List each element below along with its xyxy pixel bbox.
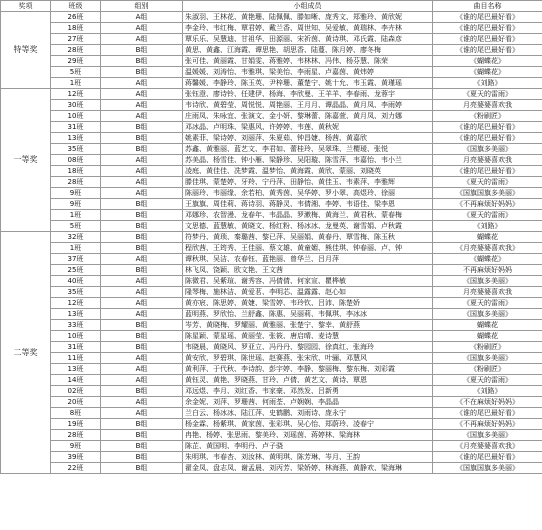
class-cell: 10班 — [51, 111, 101, 122]
members-cell: 文思德、蓝慧敏、黄晓文、杨红粉、杨冰冰、龙曼英、谢雪娟、卢秋霞 — [183, 221, 433, 232]
class-cell: 20班 — [51, 397, 101, 408]
members-cell: 程欣茜、王筠秀、王佳丽、蔡文雄、黄童媚、熊佳琪、钟春丽、卢、钟 — [183, 243, 433, 254]
song-cell: 《谁的尾巴最好看》 — [433, 45, 542, 56]
class-cell: 31班 — [51, 342, 101, 353]
song-cell: 《蝴蝶花》 — [433, 56, 542, 67]
group-cell: B组 — [101, 210, 183, 221]
class-cell: 35班 — [51, 287, 101, 298]
award-cell: 一等奖 — [1, 89, 51, 232]
members-cell: 邓冰晶、卢明珠、梁惠风、许婷婷、韦莲、黄秋妮 — [183, 122, 433, 133]
class-cell: 39班 — [51, 452, 101, 463]
song-cell: 《谁的尾巴最好看》 — [433, 452, 542, 463]
members-cell: 翟金凤、盘志凤、谢孟晨、刘丙芳、梁娇婷、林海燕、黄静欢、梁海琳 — [183, 463, 433, 474]
members-cell: 陈星颖、蒙星瑶、黄丽莹、张筱、唐启晴、麦诗慧 — [183, 331, 433, 342]
song-cell: 蝴蝶花 — [433, 320, 542, 331]
class-cell: 9班 — [51, 188, 101, 199]
table-row — [1, 276, 542, 287]
group-cell: B组 — [101, 221, 183, 232]
class-cell: 1班 — [51, 210, 101, 221]
members-cell: 岑芳、黄晓梅、罗耀丽、黄雅丽、张楚宁、黎幸、黄舒燕 — [183, 320, 433, 331]
song-cell: 蝴蝶花 — [433, 331, 542, 342]
table-row — [1, 133, 542, 144]
group-cell: B组 — [101, 331, 183, 342]
class-cell: 1班 — [51, 243, 101, 254]
group-cell: A组 — [101, 408, 183, 419]
class-cell: 5班 — [51, 67, 101, 78]
song-cell: 《国旗多美丽》 — [433, 144, 542, 155]
members-cell: 李金玲、韦红梅、覃君婷、戴兰香、周世知、吴爱敏、黄瑞林、李卉林 — [183, 23, 433, 34]
table-row — [1, 12, 542, 23]
song-cell: 《谁的尾巴最好看》 — [433, 23, 542, 34]
table-row — [1, 67, 542, 78]
group-cell: B组 — [101, 452, 183, 463]
members-cell: 隆琴梅、施林洁、黄爱茗、李明芯、温露露、赵心如 — [183, 287, 433, 298]
group-cell: B组 — [101, 419, 183, 430]
group-cell: A组 — [101, 309, 183, 320]
song-cell: 《国旗多美丽》 — [433, 276, 542, 287]
class-cell: 18班 — [51, 166, 101, 177]
table-row — [1, 177, 542, 188]
table-row — [1, 452, 542, 463]
class-cell: 11班 — [51, 353, 101, 364]
song-cell: 《刘路》 — [433, 221, 542, 232]
table-row — [1, 287, 542, 298]
group-cell: A组 — [101, 100, 183, 111]
table-row — [1, 122, 542, 133]
song-cell: 《谁的尾巴最好看》 — [433, 34, 542, 45]
class-cell: 12班 — [51, 89, 101, 100]
group-cell: B组 — [101, 441, 183, 452]
table-row — [1, 463, 542, 474]
table-row — [1, 34, 542, 45]
group-cell: A组 — [101, 12, 183, 23]
class-cell: 40班 — [51, 276, 101, 287]
song-cell: 蝴蝶花 — [433, 232, 542, 243]
song-cell: 《不在麻烦好妈妈》 — [433, 397, 542, 408]
song-cell: 《国旗多美丽》 — [433, 430, 542, 441]
members-cell: 蓝明燕、罗欣怡、兰舒鑫、陈惠、吴丽莉、韦佩琪、李冰冰 — [183, 309, 433, 320]
members-cell: 蒋馨媛、李静玲、陈玉英、尹梓珊、董楚宁、姚十允、韦玉霞、黄瑾瑶 — [183, 78, 433, 89]
members-cell: 苏美晶、杨雪佳、钟小雁、梁静珍、吴阳璇、陈雪萍、韦嘉怡、韦小兰 — [183, 155, 433, 166]
class-cell: 9班 — [51, 199, 101, 210]
members-cell: 陈丽玲、韦丽缘、余若柏、黄秀茵、吴华婷、罗小翠、高煜玲、徐丽 — [183, 188, 433, 199]
class-cell: 18班 — [51, 23, 101, 34]
table-row — [1, 78, 542, 89]
song-cell: 不再麻烦好妈妈 — [433, 265, 542, 276]
table-row — [1, 166, 542, 177]
class-cell: 33班 — [51, 320, 101, 331]
members-cell: 朱淑羽、王林花、黄艳珊、陆佩佩、滕如晰、庞秀文、郑雅玲、黄欣妮 — [183, 12, 433, 23]
song-cell: 《月亮婆婆喜欢我》 — [433, 441, 542, 452]
table-row — [1, 364, 542, 375]
group-cell: A组 — [101, 188, 183, 199]
group-cell: A组 — [101, 177, 183, 188]
class-cell: 5班 — [51, 221, 101, 232]
class-cell: 22班 — [51, 463, 101, 474]
table-row — [1, 331, 542, 342]
song-cell: 《谁的尾巴最好看》 — [433, 166, 542, 177]
song-cell: 《夏天的雷雨》 — [433, 210, 542, 221]
class-cell: 31班 — [51, 122, 101, 133]
song-cell: 《夏天的雷雨》 — [433, 298, 542, 309]
song-cell: 《夏天的雷雨》 — [433, 375, 542, 386]
members-cell: 邓娜珍、农智漫、龙春年、韦晶晶、罗漱梅、黄海兰、黄君秋、蒙春梅 — [183, 210, 433, 221]
class-cell: 02班 — [51, 386, 101, 397]
members-cell: 苏鑫、黄雅丽、蓝艺文、李君如、蕾桂玲、吴翠珠、兰樱瑷、张悦 — [183, 144, 433, 155]
class-cell: 32班 — [51, 232, 101, 243]
song-cell: 《不再麻烦好妈妈》 — [433, 199, 542, 210]
song-cell: 《夏天的雷雨》 — [433, 177, 542, 188]
members-cell: 黄亦宸、陈思婷、黄婕、梁雪婷、韦玲钦、吕沛、陈楚娇 — [183, 298, 433, 309]
members-cell: 黄安欣、罗碧琪、陈世瑶、赵赛燕、张宋欣、叶骊、邓慧风 — [183, 353, 433, 364]
table-row — [1, 232, 542, 243]
table-row — [1, 419, 542, 430]
group-cell: A组 — [101, 23, 183, 34]
table-row — [1, 155, 542, 166]
group-cell: B组 — [101, 67, 183, 78]
table-row — [1, 243, 542, 254]
table-row — [1, 386, 542, 397]
song-cell: 《粉刷匠》 — [433, 111, 542, 122]
award-cell: 特等奖 — [1, 12, 51, 89]
members-cell: 兰白云、杨冰冰、陆江萍、史鹤鹏、刘雨诗、庞永宁 — [183, 408, 433, 419]
header-group: 组别 — [101, 1, 183, 12]
table-row — [1, 89, 542, 100]
group-cell: A组 — [101, 155, 183, 166]
group-cell: A组 — [101, 166, 183, 177]
members-cell: 陈微君、吴紫瑄、谢秀容、冯倩倩、何家宣、瞿桦敏 — [183, 276, 433, 287]
header-award: 奖项 — [1, 1, 51, 12]
members-cell: 张钰澄、廖诗铃、任建伊、杨海、李欣曼、王羊羊、李春雨、龙蓉宇 — [183, 89, 433, 100]
group-cell: B组 — [101, 430, 183, 441]
table-row — [1, 254, 542, 265]
song-cell: 《刘路》 — [433, 386, 542, 397]
class-cell: 12班 — [51, 298, 101, 309]
table-row — [1, 342, 542, 353]
members-cell: 韦晓晨、黄晓风、罗亚立、冯丹丹、黎园园、徐真红、张海玲 — [183, 342, 433, 353]
class-cell: 19班 — [51, 419, 101, 430]
members-cell: 韦诗欣、黄碧莹、周悦悦、周艳丽、王月月、谭晶晶、黄月凤、李雨婷 — [183, 100, 433, 111]
group-cell: B组 — [101, 265, 183, 276]
table-row — [1, 430, 542, 441]
group-cell: B组 — [101, 463, 183, 474]
members-cell: 符梦丹、黄琐、秦璐茜、黎已萍、吴丽娟、黄春丹、覃雪梅、陈玉秋 — [183, 232, 433, 243]
members-cell: 黄思、黄鑫、江海霞、谭思艳、胡思香、陆蔓、陈月婷、廖冬梅 — [183, 45, 433, 56]
members-cell: 凌庭、黄佳佳、冼梦霞、温梦怡、黄海霞、黄欣、蒙丽、刘晓英 — [183, 166, 433, 177]
table-row — [1, 353, 542, 364]
award-cell: 二等奖 — [1, 232, 51, 474]
table-row — [1, 100, 542, 111]
group-cell: B组 — [101, 56, 183, 67]
header-members: 小组成员 — [183, 1, 433, 12]
members-cell: 林飞凤、饶颖、欧文艳、王文茜 — [183, 265, 433, 276]
members-cell: 黄钰灵、黄艳、罗晓燕、甘玲、卢倩、黄艺文、黄诗、覃恩 — [183, 375, 433, 386]
group-cell: B组 — [101, 342, 183, 353]
table-row — [1, 441, 542, 452]
header-song: 曲目名称 — [433, 1, 542, 12]
class-cell: 10班 — [51, 331, 101, 342]
members-cell: 谭秋琪、吴洁、农春钰、蓝艳丽、曾华兰、吕月萍 — [183, 254, 433, 265]
group-cell: B组 — [101, 45, 183, 56]
table-row — [1, 210, 542, 221]
group-cell: A组 — [101, 78, 183, 89]
group-cell: B组 — [101, 243, 183, 254]
header-class: 班级 — [51, 1, 101, 12]
table-row — [1, 45, 542, 56]
class-cell: 13班 — [51, 133, 101, 144]
table-row — [1, 265, 542, 276]
table-row — [1, 144, 542, 155]
table-row — [1, 23, 542, 34]
song-cell: 《谁的尾巴最好看》 — [433, 12, 542, 23]
song-cell: 《夏天的雷雨》 — [433, 89, 542, 100]
group-cell: B组 — [101, 320, 183, 331]
class-cell: 37班 — [51, 254, 101, 265]
members-cell: 冉艳、杨婷、张思雨、黎美玲、刘瑶茵、蒋婷林、梁海林 — [183, 430, 433, 441]
song-cell: 《谁的尾巴最好看》 — [433, 122, 542, 133]
group-cell: B组 — [101, 386, 183, 397]
members-cell: 黄利萍、于代秋、李诗韵、彭宇婷、李静、黎丽梅、黎东梅、刘彩霞 — [183, 364, 433, 375]
song-cell: 《粉刷匠》 — [433, 364, 542, 375]
song-cell: 《谁的尾巴最好看》 — [433, 133, 542, 144]
class-cell: 28班 — [51, 430, 101, 441]
table-row — [1, 397, 542, 408]
members-cell: 王旗旗、周佳莉、蒋诗羽、蒋静灵、韦倩湘、李婷、韦语佳、梁李恩 — [183, 199, 433, 210]
song-cell: 《刘路》 — [433, 78, 542, 89]
group-cell: A组 — [101, 375, 183, 386]
table-row — [1, 56, 542, 67]
group-cell: B组 — [101, 122, 183, 133]
song-cell: 月亮婆婆喜欢我 — [433, 287, 542, 298]
class-cell: 9班 — [51, 441, 101, 452]
table-row — [1, 111, 542, 122]
song-cell: 《谁的尾巴最好看》 — [433, 408, 542, 419]
members-cell: 滕佳琪、蒙楚婷、牙羚、宁丹萍、田静怡、黄佳玉、韦素萍、李雅辉 — [183, 177, 433, 188]
members-cell: 朱明琪、韦春杏、刘汝林、黄明琪、陈芳琳、岑月、王韵 — [183, 452, 433, 463]
song-cell: 《不再麻烦好妈妈》 — [433, 419, 542, 430]
group-cell: A组 — [101, 397, 183, 408]
group-cell: A组 — [101, 89, 183, 100]
header-row — [1, 1, 542, 12]
class-cell: 13班 — [51, 309, 101, 320]
group-cell: A组 — [101, 254, 183, 265]
class-cell: 28班 — [51, 45, 101, 56]
table-row — [1, 221, 542, 232]
class-cell: 30班 — [51, 100, 101, 111]
table-row — [1, 298, 542, 309]
class-cell: 29班 — [51, 56, 101, 67]
song-cell: 月亮婆婆喜欢我 — [433, 155, 542, 166]
class-cell: 08班 — [51, 155, 101, 166]
song-cell: 《国旗国旗多美丽》 — [433, 188, 542, 199]
group-cell: A组 — [101, 298, 183, 309]
group-cell: A组 — [101, 34, 183, 45]
class-cell: 28班 — [51, 177, 101, 188]
table-row — [1, 408, 542, 419]
members-cell: 张可佳、黄丽霞、甘娟雯、蒋雅婷、韦林林、冯伟、杨芬慧、陈荣 — [183, 56, 433, 67]
group-cell: B组 — [101, 133, 183, 144]
song-cell: 《粉刷匠》 — [433, 342, 542, 353]
members-cell: 邓远煜、李月、刘红香、韦家豪、邓然发、吕新勇 — [183, 386, 433, 397]
song-cell: 《蝴蝶花》 — [433, 67, 542, 78]
song-cell: 《月亮婆婆喜欢我》 — [433, 243, 542, 254]
table-row — [1, 188, 542, 199]
table-row — [1, 320, 542, 331]
members-cell: 杨金霖、杨紫琪、黄家茵、张彩琪、吴心怡、郑蔚玲、凌春宁 — [183, 419, 433, 430]
group-cell: A组 — [101, 287, 183, 298]
members-cell: 覃乐乐、吴慧迪、甘祖华、田源丽、宋祈茵、黄诗琪、邓氏霞、陆森彦 — [183, 34, 433, 45]
class-cell: 1班 — [51, 78, 101, 89]
group-cell: A组 — [101, 364, 183, 375]
class-cell: 26班 — [51, 12, 101, 23]
group-cell: B组 — [101, 144, 183, 155]
song-cell: 《国旗多美丽》 — [433, 353, 542, 364]
group-cell: B组 — [101, 199, 183, 210]
members-cell: 姚素菲、梁诗婷、刘丽萍、朱夏茹、钟昌婕、杨茜、黄嘉欣 — [183, 133, 433, 144]
table-row — [1, 309, 542, 320]
song-cell: 《国旗国旗多美丽》 — [433, 463, 542, 474]
members-cell: 陈芷、黄国明、李明丹、卢子骁 — [183, 441, 433, 452]
group-cell: A组 — [101, 276, 183, 287]
class-cell: 27班 — [51, 34, 101, 45]
song-cell: 《蝴蝶花》 — [433, 254, 542, 265]
group-cell: A组 — [101, 111, 183, 122]
song-cell: 月亮婆婆喜欢我 — [433, 100, 542, 111]
class-cell: 35班 — [51, 144, 101, 155]
members-cell: 温媛媛、刘涛怡、韦雅琪、梁美怡、李雨星、卢嘉茵、黄炜婷 — [183, 67, 433, 78]
class-cell: 14班 — [51, 375, 101, 386]
song-cell: 《国旗多美丽》 — [433, 309, 542, 320]
class-cell: 8班 — [51, 408, 101, 419]
class-cell: 13班 — [51, 364, 101, 375]
members-cell: 庄雨凤、朱咏宜、张演文、金小妍、黎琳蕾、陈嘉萱、黄月凤、刘力娜 — [183, 111, 433, 122]
members-cell: 余金妮、刘萍、罗珊茜、何雨荃、卢娴娴、李晶晶 — [183, 397, 433, 408]
group-cell: A组 — [101, 353, 183, 364]
table-row — [1, 375, 542, 386]
award-table-body — [1, 1, 542, 474]
class-cell: 25班 — [51, 265, 101, 276]
group-cell: B组 — [101, 232, 183, 243]
table-row — [1, 199, 542, 210]
